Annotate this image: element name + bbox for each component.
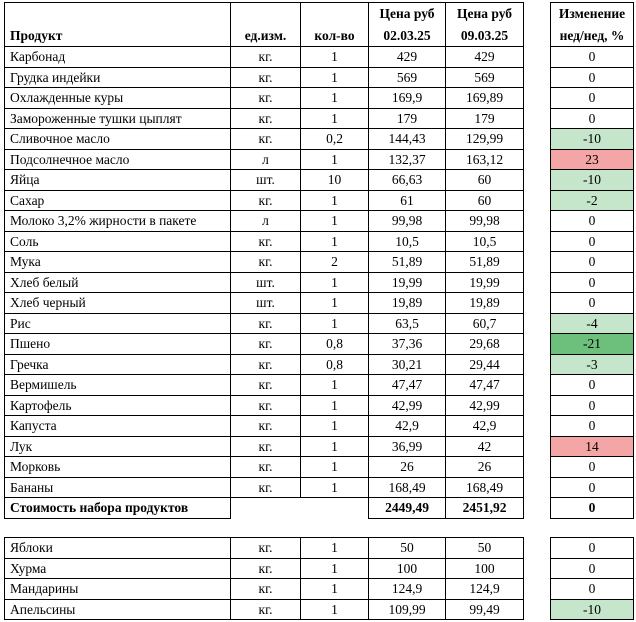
product-name: Сливочное масло <box>5 129 231 150</box>
change-cell: 0 <box>551 67 634 88</box>
product-name: Сахар <box>5 190 231 211</box>
price1-cell: 50 <box>369 538 446 559</box>
table-row <box>5 272 634 293</box>
header-unit-spacer <box>231 3 301 26</box>
product-name: Пшено <box>5 334 231 355</box>
product-name: Соль <box>5 231 231 252</box>
price2-cell: 129,99 <box>446 129 524 150</box>
table-row <box>5 395 634 416</box>
header-price1-label: Цена руб <box>369 3 446 26</box>
table-row <box>5 108 634 129</box>
fruits-body <box>5 538 634 620</box>
price1-cell: 100 <box>369 558 446 579</box>
unit-cell: кг. <box>231 334 301 355</box>
table-row <box>5 170 634 191</box>
change-cell: 0 <box>551 211 634 232</box>
price2-cell: 42 <box>446 436 524 457</box>
change-cell: 0 <box>551 252 634 273</box>
qty-cell: 1 <box>301 293 369 314</box>
product-name: Подсолнечное масло <box>5 149 231 170</box>
qty-cell: 1 <box>301 67 369 88</box>
price1-cell: 144,43 <box>369 129 446 150</box>
price1-cell: 19,99 <box>369 272 446 293</box>
change-cell: 0 <box>551 375 634 396</box>
price2-cell: 169,89 <box>446 88 524 109</box>
header-product: Продукт <box>5 25 231 47</box>
qty-cell: 1 <box>301 395 369 416</box>
qty-cell: 10 <box>301 170 369 191</box>
price2-cell: 60,7 <box>446 313 524 334</box>
header-price1-date: 02.03.25 <box>369 25 446 47</box>
header-product-spacer <box>5 3 231 26</box>
product-name: Морковь <box>5 457 231 478</box>
price2-cell: 179 <box>446 108 524 129</box>
price2-cell: 99,98 <box>446 211 524 232</box>
table-row <box>5 457 634 478</box>
price2-cell: 10,5 <box>446 231 524 252</box>
change-cell: 0 <box>551 558 634 579</box>
change-cell: 23 <box>551 149 634 170</box>
change-cell: 0 <box>551 88 634 109</box>
header-qty-spacer <box>301 3 369 26</box>
qty-cell: 1 <box>301 457 369 478</box>
unit-cell: л <box>231 149 301 170</box>
price1-cell: 10,5 <box>369 231 446 252</box>
change-cell: 0 <box>551 272 634 293</box>
product-name: Мандарины <box>5 579 231 600</box>
qty-cell: 1 <box>301 231 369 252</box>
unit-cell: кг. <box>231 477 301 498</box>
change-cell: -10 <box>551 170 634 191</box>
table-row <box>5 190 634 211</box>
product-name: Охлажденные куры <box>5 88 231 109</box>
change-cell: 0 <box>551 293 634 314</box>
price1-cell: 168,49 <box>369 477 446 498</box>
table-header <box>5 3 634 47</box>
change-cell: -21 <box>551 334 634 355</box>
unit-cell: кг. <box>231 67 301 88</box>
qty-cell: 1 <box>301 47 369 68</box>
unit-cell: кг. <box>231 231 301 252</box>
unit-cell: кг. <box>231 579 301 600</box>
change-cell: 0 <box>551 538 634 559</box>
unit-cell: кг. <box>231 416 301 437</box>
table-row <box>5 354 634 375</box>
product-name: Вермишель <box>5 375 231 396</box>
qty-cell: 1 <box>301 108 369 129</box>
table-row <box>5 599 634 620</box>
price2-cell: 163,12 <box>446 149 524 170</box>
product-name: Грудка индейки <box>5 67 231 88</box>
product-name: Лук <box>5 436 231 457</box>
price2-cell: 429 <box>446 47 524 68</box>
header-qty: кол-во <box>301 25 369 47</box>
qty-cell: 1 <box>301 416 369 437</box>
price2-cell: 29,68 <box>446 334 524 355</box>
unit-cell: кг. <box>231 313 301 334</box>
unit-cell: кг. <box>231 88 301 109</box>
qty-cell: 1 <box>301 558 369 579</box>
table-row <box>5 129 634 150</box>
product-name: Карбонад <box>5 47 231 68</box>
header-price2-date: 09.03.25 <box>446 25 524 47</box>
table-body <box>5 47 634 498</box>
price1-cell: 37,36 <box>369 334 446 355</box>
product-name: Хлеб белый <box>5 272 231 293</box>
price2-cell: 168,49 <box>446 477 524 498</box>
price1-cell: 30,21 <box>369 354 446 375</box>
change-cell: 0 <box>551 108 634 129</box>
table-row <box>5 67 634 88</box>
product-name: Мука <box>5 252 231 273</box>
unit-cell: кг. <box>231 129 301 150</box>
unit-cell: кг. <box>231 457 301 478</box>
table-row <box>5 252 634 273</box>
header-change-unit: нед/нед, % <box>551 25 634 47</box>
table-total <box>5 498 634 519</box>
price2-cell: 100 <box>446 558 524 579</box>
table-row <box>5 334 634 355</box>
qty-cell: 1 <box>301 599 369 620</box>
total-price1: 2449,49 <box>369 498 446 519</box>
qty-cell: 1 <box>301 211 369 232</box>
unit-cell: кг. <box>231 190 301 211</box>
price1-cell: 109,99 <box>369 599 446 620</box>
price1-cell: 124,9 <box>369 579 446 600</box>
price2-cell: 47,47 <box>446 375 524 396</box>
qty-cell: 0,2 <box>301 129 369 150</box>
price2-cell: 26 <box>446 457 524 478</box>
price1-cell: 47,47 <box>369 375 446 396</box>
unit-cell: л <box>231 211 301 232</box>
qty-cell: 0,8 <box>301 354 369 375</box>
table-row <box>5 416 634 437</box>
change-cell: 0 <box>551 47 634 68</box>
header-change-label: Изменение <box>551 3 634 26</box>
change-cell: -10 <box>551 129 634 150</box>
total-price2: 2451,92 <box>446 498 524 519</box>
total-row <box>5 498 634 519</box>
price2-cell: 29,44 <box>446 354 524 375</box>
qty-cell: 1 <box>301 149 369 170</box>
price2-cell: 60 <box>446 190 524 211</box>
price1-cell: 429 <box>369 47 446 68</box>
table-row <box>5 149 634 170</box>
price1-cell: 36,99 <box>369 436 446 457</box>
price1-cell: 42,9 <box>369 416 446 437</box>
total-label: Стоимость набора продуктов <box>5 498 231 519</box>
unit-cell: шт. <box>231 272 301 293</box>
unit-cell: кг. <box>231 436 301 457</box>
price2-cell: 19,89 <box>446 293 524 314</box>
price2-cell: 99,49 <box>446 599 524 620</box>
unit-cell: кг. <box>231 252 301 273</box>
table-row <box>5 558 634 579</box>
price2-cell: 124,9 <box>446 579 524 600</box>
unit-cell: шт. <box>231 293 301 314</box>
product-name: Картофель <box>5 395 231 416</box>
price2-cell: 42,9 <box>446 416 524 437</box>
change-cell: 0 <box>551 416 634 437</box>
product-name: Гречка <box>5 354 231 375</box>
table-row <box>5 436 634 457</box>
price2-cell: 60 <box>446 170 524 191</box>
qty-cell: 1 <box>301 477 369 498</box>
price1-cell: 19,89 <box>369 293 446 314</box>
product-name: Яйца <box>5 170 231 191</box>
unit-cell: кг. <box>231 47 301 68</box>
price1-cell: 42,99 <box>369 395 446 416</box>
total-change: 0 <box>551 498 634 519</box>
qty-cell: 1 <box>301 538 369 559</box>
table-row <box>5 47 634 68</box>
change-cell: 14 <box>551 436 634 457</box>
price2-cell: 569 <box>446 67 524 88</box>
qty-cell: 0,8 <box>301 334 369 355</box>
table-row <box>5 211 634 232</box>
price2-cell: 51,89 <box>446 252 524 273</box>
price-table <box>4 2 634 519</box>
unit-cell: кг. <box>231 538 301 559</box>
price1-cell: 99,98 <box>369 211 446 232</box>
header-price2-label: Цена руб <box>446 3 524 26</box>
table-row <box>5 538 634 559</box>
table-row <box>5 375 634 396</box>
price1-cell: 66,63 <box>369 170 446 191</box>
price2-cell: 50 <box>446 538 524 559</box>
qty-cell: 2 <box>301 252 369 273</box>
price1-cell: 169,9 <box>369 88 446 109</box>
table-row <box>5 231 634 252</box>
price1-cell: 179 <box>369 108 446 129</box>
product-name: Рис <box>5 313 231 334</box>
change-cell: -2 <box>551 190 634 211</box>
change-cell: 0 <box>551 395 634 416</box>
qty-cell: 1 <box>301 436 369 457</box>
price1-cell: 63,5 <box>369 313 446 334</box>
unit-cell: кг. <box>231 599 301 620</box>
unit-cell: кг. <box>231 108 301 129</box>
header-unit: ед.изм. <box>231 25 301 47</box>
unit-cell: кг. <box>231 395 301 416</box>
unit-cell: кг. <box>231 354 301 375</box>
table-row <box>5 293 634 314</box>
change-cell: 0 <box>551 457 634 478</box>
product-name: Апельсины <box>5 599 231 620</box>
change-cell: -3 <box>551 354 634 375</box>
qty-cell: 1 <box>301 313 369 334</box>
product-name: Хурма <box>5 558 231 579</box>
price1-cell: 132,37 <box>369 149 446 170</box>
change-cell: 0 <box>551 477 634 498</box>
change-cell: 0 <box>551 231 634 252</box>
product-name: Молоко 3,2% жирности в пакете <box>5 211 231 232</box>
qty-cell: 1 <box>301 579 369 600</box>
price1-cell: 61 <box>369 190 446 211</box>
unit-cell: кг. <box>231 375 301 396</box>
fruits-table <box>4 537 634 620</box>
qty-cell: 1 <box>301 375 369 396</box>
change-cell: -10 <box>551 599 634 620</box>
price2-cell: 42,99 <box>446 395 524 416</box>
qty-cell: 1 <box>301 272 369 293</box>
table-row <box>5 579 634 600</box>
product-name: Замороженные тушки цыплят <box>5 108 231 129</box>
qty-cell: 1 <box>301 190 369 211</box>
product-name: Бананы <box>5 477 231 498</box>
price1-cell: 51,89 <box>369 252 446 273</box>
unit-cell: кг. <box>231 558 301 579</box>
price1-cell: 569 <box>369 67 446 88</box>
table-row <box>5 88 634 109</box>
change-cell: -4 <box>551 313 634 334</box>
table-row <box>5 477 634 498</box>
product-name: Яблоки <box>5 538 231 559</box>
price1-cell: 26 <box>369 457 446 478</box>
table-row <box>5 313 634 334</box>
unit-cell: шт. <box>231 170 301 191</box>
product-name: Хлеб черный <box>5 293 231 314</box>
product-name: Капуста <box>5 416 231 437</box>
qty-cell: 1 <box>301 88 369 109</box>
price2-cell: 19,99 <box>446 272 524 293</box>
change-cell: 0 <box>551 579 634 600</box>
